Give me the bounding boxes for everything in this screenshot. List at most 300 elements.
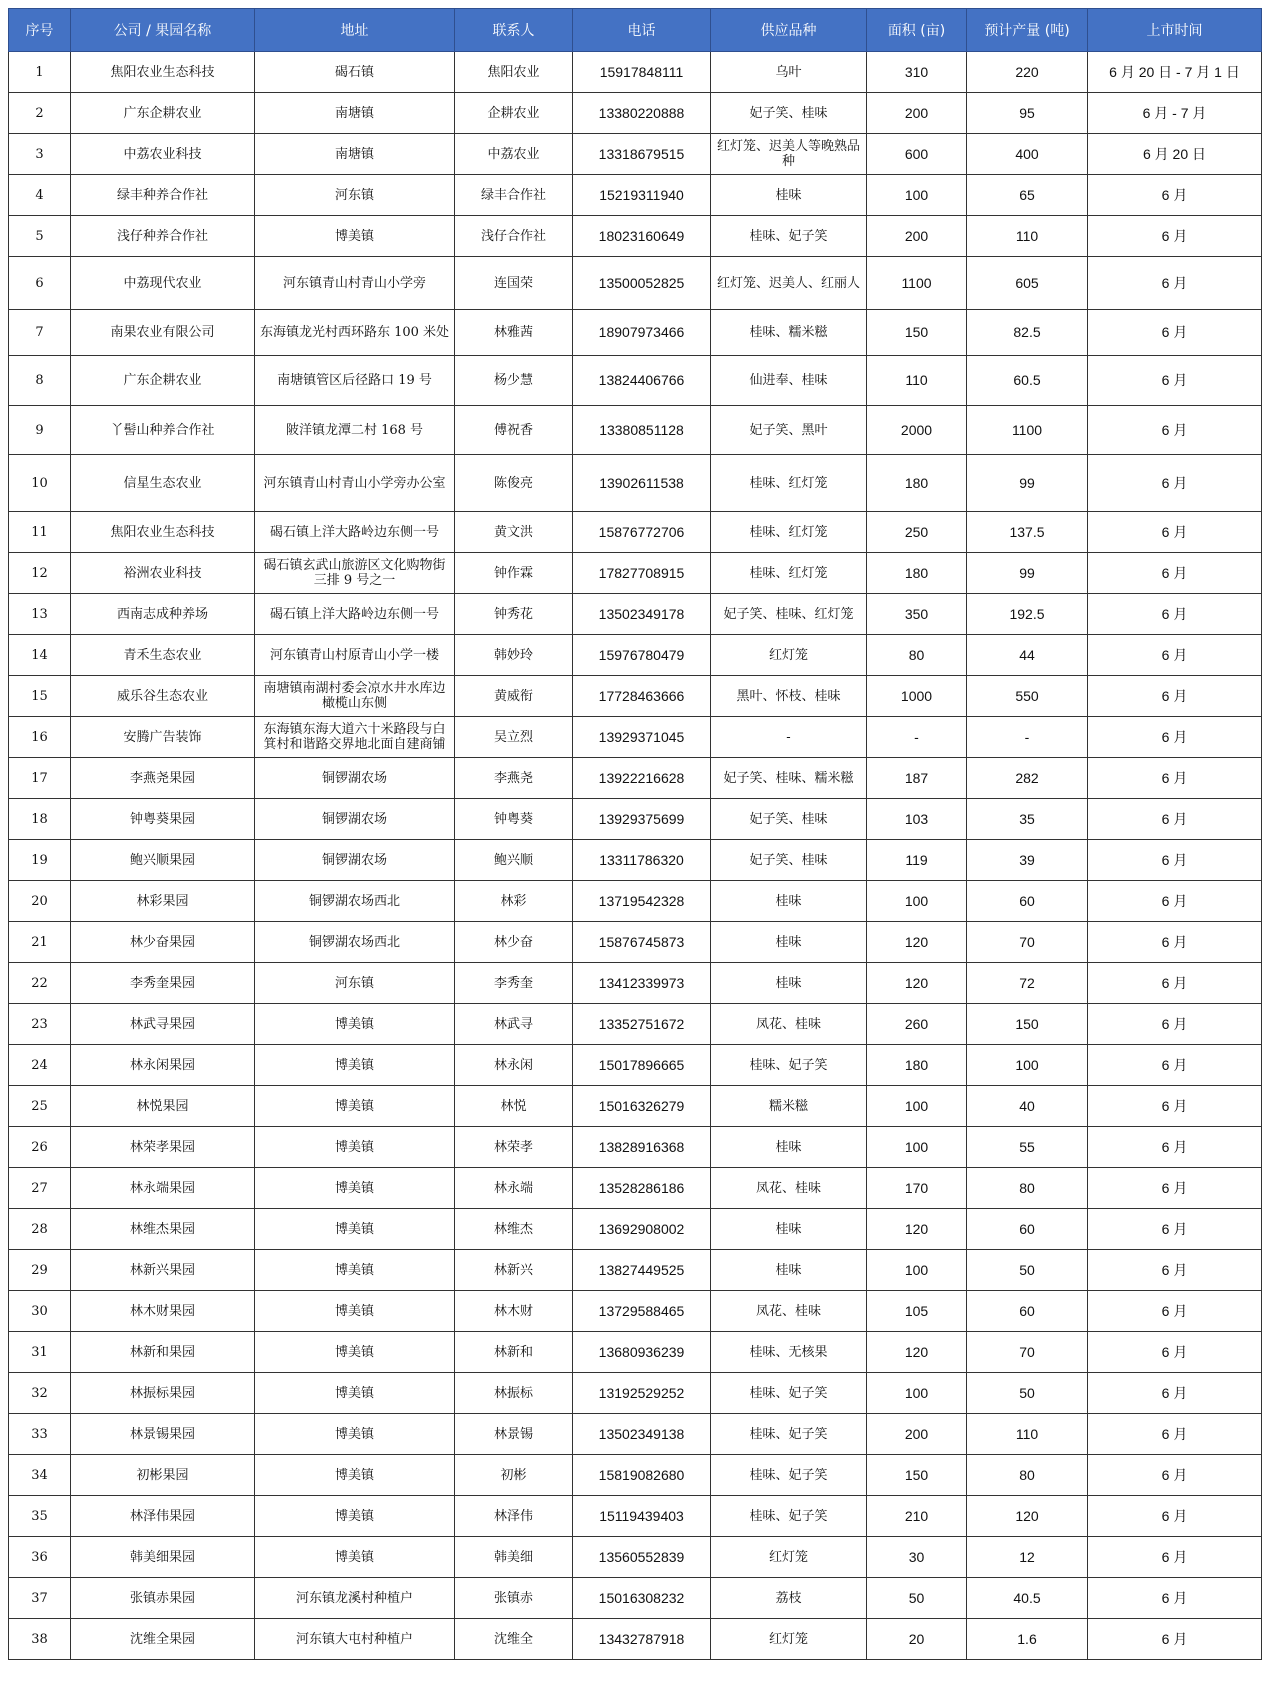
table-row: [9, 1537, 1262, 1578]
table-row: [9, 840, 1262, 881]
cell-contact: 林振标: [455, 1373, 573, 1414]
table-row: [9, 758, 1262, 799]
cell-phone: 13528286186: [573, 1168, 711, 1209]
cell-address: 博美镇: [255, 1332, 455, 1373]
cell-company: 林振标果园: [71, 1373, 255, 1414]
cell-address: 博美镇: [255, 1414, 455, 1455]
table-row: [9, 1373, 1262, 1414]
cell-variety: 桂味、红灯笼: [711, 553, 867, 594]
cell-area: 100: [867, 881, 967, 922]
cell-market-time: 6 月 - 7 月: [1088, 93, 1262, 134]
cell-phone: 15976780479: [573, 635, 711, 676]
cell-yield: 82.5: [967, 310, 1088, 356]
cell-phone: 13432787918: [573, 1619, 711, 1660]
cell-phone: 15016308232: [573, 1578, 711, 1619]
cell-area: 350: [867, 594, 967, 635]
cell-address: 博美镇: [255, 1455, 455, 1496]
cell-yield: 1100: [967, 406, 1088, 455]
cell-variety: 桂味、妃子笑: [711, 1455, 867, 1496]
cell-variety: 桂味: [711, 922, 867, 963]
cell-yield: 50: [967, 1250, 1088, 1291]
cell-contact: 林景锡: [455, 1414, 573, 1455]
cell-company: 广东企耕农业: [71, 356, 255, 406]
cell-contact: 钟粤葵: [455, 799, 573, 840]
table-row: [9, 356, 1262, 406]
cell-market-time: 6 月 20 日 - 7 月 1 日: [1088, 52, 1262, 93]
cell-area: 20: [867, 1619, 967, 1660]
cell-phone: 15819082680: [573, 1455, 711, 1496]
cell-contact: 企耕农业: [455, 93, 573, 134]
cell-yield: 282: [967, 758, 1088, 799]
cell-market-time: 6 月: [1088, 1168, 1262, 1209]
cell-company: 焦阳农业生态科技: [71, 52, 255, 93]
header-variety: 供应品种: [711, 9, 867, 52]
cell-contact: 连国荣: [455, 257, 573, 310]
cell-contact: 林维杰: [455, 1209, 573, 1250]
table-row: [9, 1250, 1262, 1291]
table-row: [9, 1332, 1262, 1373]
header-yield: 预计产量 (吨): [967, 9, 1088, 52]
cell-address: 博美镇: [255, 1086, 455, 1127]
cell-variety: 桂味、红灯笼: [711, 455, 867, 512]
cell-address: 博美镇: [255, 1496, 455, 1537]
cell-yield: 80: [967, 1168, 1088, 1209]
cell-company: 林少奋果园: [71, 922, 255, 963]
cell-yield: 80: [967, 1455, 1088, 1496]
cell-index: 35: [9, 1496, 71, 1537]
header-row: [9, 9, 1262, 52]
table-row: [9, 1414, 1262, 1455]
cell-market-time: 6 月: [1088, 1004, 1262, 1045]
cell-address: 铜锣湖农场西北: [255, 922, 455, 963]
cell-area: 200: [867, 216, 967, 257]
cell-variety: 桂味: [711, 175, 867, 216]
cell-company: 林彩果园: [71, 881, 255, 922]
cell-index: 38: [9, 1619, 71, 1660]
cell-area: 310: [867, 52, 967, 93]
cell-market-time: 6 月: [1088, 1496, 1262, 1537]
cell-contact: 李秀奎: [455, 963, 573, 1004]
cell-contact: 吴立烈: [455, 717, 573, 758]
cell-market-time: 6 月: [1088, 840, 1262, 881]
cell-variety: 凤花、桂味: [711, 1004, 867, 1045]
cell-address: 河东镇青山村青山小学旁: [255, 257, 455, 310]
cell-area: 50: [867, 1578, 967, 1619]
cell-area: 187: [867, 758, 967, 799]
cell-contact: 钟作霖: [455, 553, 573, 594]
cell-phone: 13729588465: [573, 1291, 711, 1332]
cell-index: 28: [9, 1209, 71, 1250]
cell-contact: 林新和: [455, 1332, 573, 1373]
cell-phone: 13352751672: [573, 1004, 711, 1045]
cell-market-time: 6 月: [1088, 1619, 1262, 1660]
cell-area: 100: [867, 175, 967, 216]
cell-address: 河东镇: [255, 175, 455, 216]
header-phone: 电话: [573, 9, 711, 52]
cell-index: 11: [9, 512, 71, 553]
cell-company: 沈维全果园: [71, 1619, 255, 1660]
cell-market-time: 6 月: [1088, 1578, 1262, 1619]
cell-market-time: 6 月: [1088, 1086, 1262, 1127]
cell-address: 博美镇: [255, 1127, 455, 1168]
cell-yield: 99: [967, 455, 1088, 512]
cell-address: 东海镇东海大道六十米路段与白箕村和谐路交界地北面自建商铺: [255, 717, 455, 758]
cell-yield: 110: [967, 1414, 1088, 1455]
cell-variety: 糯米糍: [711, 1086, 867, 1127]
cell-index: 29: [9, 1250, 71, 1291]
table-row: [9, 1209, 1262, 1250]
cell-phone: 13318679515: [573, 134, 711, 175]
cell-phone: 17827708915: [573, 553, 711, 594]
cell-yield: 55: [967, 1127, 1088, 1168]
table-row: [9, 553, 1262, 594]
cell-variety: 桂味、糯米糍: [711, 310, 867, 356]
cell-company: 李秀奎果园: [71, 963, 255, 1004]
cell-area: 200: [867, 93, 967, 134]
cell-phone: 13824406766: [573, 356, 711, 406]
cell-company: 林武寻果园: [71, 1004, 255, 1045]
cell-phone: 13311786320: [573, 840, 711, 881]
cell-area: 100: [867, 1250, 967, 1291]
table-row: [9, 1086, 1262, 1127]
cell-area: 180: [867, 1045, 967, 1086]
cell-contact: 杨少慧: [455, 356, 573, 406]
cell-area: 30: [867, 1537, 967, 1578]
cell-yield: 70: [967, 1332, 1088, 1373]
cell-phone: 13680936239: [573, 1332, 711, 1373]
cell-address: 南塘镇: [255, 134, 455, 175]
cell-company: 安腾广告装饰: [71, 717, 255, 758]
cell-market-time: 6 月: [1088, 406, 1262, 455]
cell-variety: 妃子笑、桂味: [711, 799, 867, 840]
cell-contact: 黄文洪: [455, 512, 573, 553]
cell-index: 34: [9, 1455, 71, 1496]
table-row: [9, 1291, 1262, 1332]
cell-contact: 黄威衔: [455, 676, 573, 717]
cell-contact: 林永端: [455, 1168, 573, 1209]
cell-contact: 林新兴: [455, 1250, 573, 1291]
cell-address: 南塘镇管区后径路口 19 号: [255, 356, 455, 406]
cell-company: 林新兴果园: [71, 1250, 255, 1291]
cell-company: 绿丰种养合作社: [71, 175, 255, 216]
cell-index: 15: [9, 676, 71, 717]
cell-index: 13: [9, 594, 71, 635]
cell-address: 河东镇青山村原青山小学一楼: [255, 635, 455, 676]
cell-index: 16: [9, 717, 71, 758]
cell-variety: 桂味、妃子笑: [711, 1373, 867, 1414]
cell-yield: 65: [967, 175, 1088, 216]
table-row: [9, 594, 1262, 635]
cell-variety: 凤花、桂味: [711, 1168, 867, 1209]
cell-area: 180: [867, 455, 967, 512]
cell-phone: 13502349138: [573, 1414, 711, 1455]
cell-contact: 李燕尧: [455, 758, 573, 799]
cell-index: 12: [9, 553, 71, 594]
cell-area: 103: [867, 799, 967, 840]
cell-yield: 192.5: [967, 594, 1088, 635]
cell-contact: 初彬: [455, 1455, 573, 1496]
cell-yield: 39: [967, 840, 1088, 881]
cell-yield: 99: [967, 553, 1088, 594]
cell-index: 32: [9, 1373, 71, 1414]
cell-yield: 220: [967, 52, 1088, 93]
table-row: [9, 1578, 1262, 1619]
cell-phone: 13560552839: [573, 1537, 711, 1578]
cell-variety: 荔枝: [711, 1578, 867, 1619]
cell-company: 林荣孝果园: [71, 1127, 255, 1168]
cell-variety: 妃子笑、黑叶: [711, 406, 867, 455]
cell-company: 林永闲果园: [71, 1045, 255, 1086]
cell-area: 600: [867, 134, 967, 175]
cell-address: 博美镇: [255, 1004, 455, 1045]
cell-contact: 沈维全: [455, 1619, 573, 1660]
cell-index: 3: [9, 134, 71, 175]
cell-area: 120: [867, 922, 967, 963]
table-body: [9, 52, 1262, 1660]
cell-market-time: 6 月: [1088, 1045, 1262, 1086]
cell-contact: 陈俊亮: [455, 455, 573, 512]
cell-area: 180: [867, 553, 967, 594]
cell-company: 张镇赤果园: [71, 1578, 255, 1619]
cell-variety: 红灯笼: [711, 1619, 867, 1660]
cell-contact: 林雅茜: [455, 310, 573, 356]
cell-phone: 17728463666: [573, 676, 711, 717]
cell-market-time: 6 月: [1088, 1332, 1262, 1373]
cell-area: 1000: [867, 676, 967, 717]
cell-phone: 13929375699: [573, 799, 711, 840]
cell-address: 东海镇龙光村西环路东 100 米处: [255, 310, 455, 356]
cell-variety: 乌叶: [711, 52, 867, 93]
cell-phone: 13929371045: [573, 717, 711, 758]
cell-phone: 13380220888: [573, 93, 711, 134]
cell-yield: 1.6: [967, 1619, 1088, 1660]
cell-market-time: 6 月: [1088, 175, 1262, 216]
cell-company: 威乐谷生态农业: [71, 676, 255, 717]
cell-market-time: 6 月: [1088, 758, 1262, 799]
cell-area: 100: [867, 1373, 967, 1414]
cell-variety: 凤花、桂味: [711, 1291, 867, 1332]
cell-yield: 95: [967, 93, 1088, 134]
table-row: [9, 799, 1262, 840]
cell-variety: 桂味: [711, 1127, 867, 1168]
cell-index: 17: [9, 758, 71, 799]
cell-area: 100: [867, 1086, 967, 1127]
cell-address: 碣石镇玄武山旅游区文化购物街三排 9 号之一: [255, 553, 455, 594]
cell-market-time: 6 月: [1088, 881, 1262, 922]
cell-contact: 林武寻: [455, 1004, 573, 1045]
cell-index: 7: [9, 310, 71, 356]
table-row: [9, 1619, 1262, 1660]
cell-index: 19: [9, 840, 71, 881]
cell-market-time: 6 月: [1088, 922, 1262, 963]
cell-address: 博美镇: [255, 1537, 455, 1578]
cell-market-time: 6 月: [1088, 1209, 1262, 1250]
cell-market-time: 6 月: [1088, 1373, 1262, 1414]
table-row: [9, 1455, 1262, 1496]
table-row: [9, 963, 1262, 1004]
cell-market-time: 6 月: [1088, 1250, 1262, 1291]
cell-address: 河东镇龙溪村种植户: [255, 1578, 455, 1619]
cell-variety: 桂味: [711, 1250, 867, 1291]
cell-market-time: 6 月: [1088, 1455, 1262, 1496]
header-address: 地址: [255, 9, 455, 52]
cell-phone: 18023160649: [573, 216, 711, 257]
cell-area: 1100: [867, 257, 967, 310]
cell-variety: 红灯笼、迟美人、红丽人: [711, 257, 867, 310]
cell-variety: 桂味、红灯笼: [711, 512, 867, 553]
cell-area: 119: [867, 840, 967, 881]
cell-address: 博美镇: [255, 1291, 455, 1332]
cell-phone: 13500052825: [573, 257, 711, 310]
table-row: [9, 257, 1262, 310]
cell-index: 5: [9, 216, 71, 257]
cell-market-time: 6 月: [1088, 799, 1262, 840]
cell-company: 韩美细果园: [71, 1537, 255, 1578]
cell-company: 青禾生态农业: [71, 635, 255, 676]
cell-index: 9: [9, 406, 71, 455]
table-row: [9, 52, 1262, 93]
cell-contact: 韩美细: [455, 1537, 573, 1578]
cell-market-time: 6 月: [1088, 1291, 1262, 1332]
supplier-table: [8, 8, 1262, 1660]
cell-contact: 鲍兴顺: [455, 840, 573, 881]
cell-index: 36: [9, 1537, 71, 1578]
cell-phone: 15917848111: [573, 52, 711, 93]
cell-company: 林悦果园: [71, 1086, 255, 1127]
cell-index: 24: [9, 1045, 71, 1086]
cell-market-time: 6 月: [1088, 455, 1262, 512]
table-row: [9, 1127, 1262, 1168]
cell-address: 碣石镇: [255, 52, 455, 93]
cell-contact: 韩妙玲: [455, 635, 573, 676]
cell-index: 18: [9, 799, 71, 840]
cell-market-time: 6 月: [1088, 512, 1262, 553]
cell-variety: 妃子笑、桂味、糯米糍: [711, 758, 867, 799]
cell-variety: 红灯笼: [711, 1537, 867, 1578]
cell-address: 博美镇: [255, 216, 455, 257]
cell-variety: 妃子笑、桂味: [711, 840, 867, 881]
cell-market-time: 6 月 20 日: [1088, 134, 1262, 175]
cell-phone: 15876772706: [573, 512, 711, 553]
cell-variety: 桂味、妃子笑: [711, 1414, 867, 1455]
cell-phone: 13502349178: [573, 594, 711, 635]
table-row: [9, 216, 1262, 257]
cell-company: 初彬果园: [71, 1455, 255, 1496]
cell-address: 博美镇: [255, 1045, 455, 1086]
cell-company: 广东企耕农业: [71, 93, 255, 134]
cell-address: 碣石镇上洋大路岭边东侧一号: [255, 512, 455, 553]
cell-yield: 100: [967, 1045, 1088, 1086]
cell-phone: 13692908002: [573, 1209, 711, 1250]
cell-index: 30: [9, 1291, 71, 1332]
cell-address: 博美镇: [255, 1250, 455, 1291]
cell-market-time: 6 月: [1088, 310, 1262, 356]
cell-index: 1: [9, 52, 71, 93]
cell-company: 裕洲农业科技: [71, 553, 255, 594]
cell-area: 210: [867, 1496, 967, 1537]
table-row: [9, 134, 1262, 175]
cell-contact: 张镇赤: [455, 1578, 573, 1619]
cell-contact: 林木财: [455, 1291, 573, 1332]
header-market-time: 上市时间: [1088, 9, 1262, 52]
header-company: 公司 / 果园名称: [71, 9, 255, 52]
cell-phone: 13412339973: [573, 963, 711, 1004]
cell-phone: 13380851128: [573, 406, 711, 455]
cell-index: 6: [9, 257, 71, 310]
table-row: [9, 676, 1262, 717]
cell-area: 120: [867, 963, 967, 1004]
cell-yield: 605: [967, 257, 1088, 310]
table-row: [9, 1496, 1262, 1537]
cell-address: 博美镇: [255, 1168, 455, 1209]
cell-phone: 15876745873: [573, 922, 711, 963]
table-row: [9, 175, 1262, 216]
cell-phone: 15219311940: [573, 175, 711, 216]
cell-contact: 林荣孝: [455, 1127, 573, 1168]
cell-address: 铜锣湖农场西北: [255, 881, 455, 922]
cell-phone: 13192529252: [573, 1373, 711, 1414]
cell-contact: 林泽伟: [455, 1496, 573, 1537]
table-row: [9, 1045, 1262, 1086]
cell-variety: 桂味、妃子笑: [711, 1496, 867, 1537]
table-row: [9, 717, 1262, 758]
cell-yield: 550: [967, 676, 1088, 717]
cell-area: 120: [867, 1332, 967, 1373]
cell-index: 8: [9, 356, 71, 406]
cell-yield: 60: [967, 881, 1088, 922]
cell-address: 南塘镇: [255, 93, 455, 134]
cell-yield: 40: [967, 1086, 1088, 1127]
cell-market-time: 6 月: [1088, 963, 1262, 1004]
cell-yield: 70: [967, 922, 1088, 963]
cell-contact: 林少奋: [455, 922, 573, 963]
cell-area: 80: [867, 635, 967, 676]
cell-company: 南果农业有限公司: [71, 310, 255, 356]
cell-address: 河东镇青山村青山小学旁办公室: [255, 455, 455, 512]
cell-address: 河东镇: [255, 963, 455, 1004]
cell-yield: 60: [967, 1209, 1088, 1250]
cell-variety: 桂味、妃子笑: [711, 216, 867, 257]
cell-address: 铜锣湖农场: [255, 799, 455, 840]
cell-market-time: 6 月: [1088, 676, 1262, 717]
cell-area: 260: [867, 1004, 967, 1045]
cell-variety: 妃子笑、桂味、红灯笼: [711, 594, 867, 635]
cell-index: 26: [9, 1127, 71, 1168]
cell-company: 林维杰果园: [71, 1209, 255, 1250]
table-row: [9, 922, 1262, 963]
cell-contact: 浅仔合作社: [455, 216, 573, 257]
cell-contact: 焦阳农业: [455, 52, 573, 93]
cell-area: 250: [867, 512, 967, 553]
cell-phone: 18907973466: [573, 310, 711, 356]
cell-yield: 50: [967, 1373, 1088, 1414]
cell-address: 铜锣湖农场: [255, 758, 455, 799]
cell-area: 170: [867, 1168, 967, 1209]
cell-company: 焦阳农业生态科技: [71, 512, 255, 553]
table-row: [9, 1004, 1262, 1045]
cell-contact: 傅祝香: [455, 406, 573, 455]
cell-phone: 13828916368: [573, 1127, 711, 1168]
header-contact: 联系人: [455, 9, 573, 52]
cell-market-time: 6 月: [1088, 257, 1262, 310]
cell-phone: 15016326279: [573, 1086, 711, 1127]
cell-company: 林泽伟果园: [71, 1496, 255, 1537]
cell-phone: 13902611538: [573, 455, 711, 512]
cell-yield: 72: [967, 963, 1088, 1004]
cell-area: -: [867, 717, 967, 758]
cell-index: 37: [9, 1578, 71, 1619]
cell-market-time: 6 月: [1088, 717, 1262, 758]
